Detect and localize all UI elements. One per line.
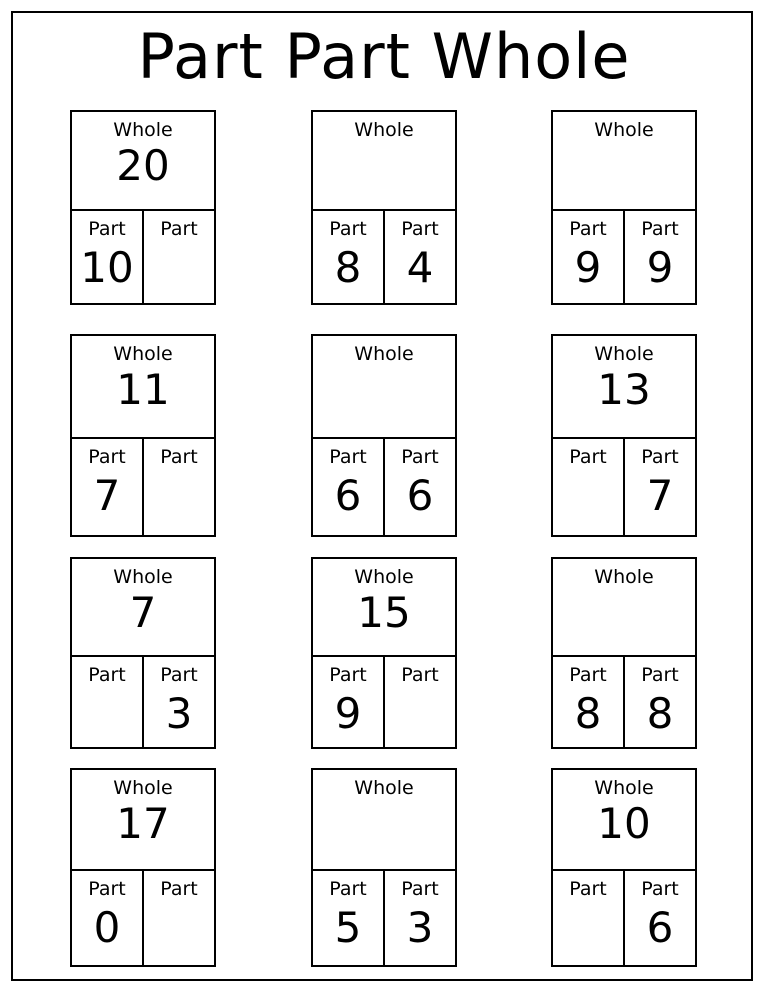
part-cell-1[interactable]	[313, 211, 383, 303]
part-value: 5	[334, 903, 362, 952]
part-label: Part	[88, 878, 126, 900]
part-cell-2[interactable]	[623, 439, 695, 535]
part-value: 7	[93, 471, 121, 520]
part-cell-1[interactable]	[72, 657, 142, 747]
parts-row	[553, 871, 695, 965]
parts-row	[553, 657, 695, 747]
whole-label: Whole	[113, 119, 173, 141]
part-cell-2[interactable]	[142, 871, 214, 965]
part-cell-1[interactable]	[553, 211, 623, 303]
part-cell-2[interactable]	[383, 657, 455, 747]
part-label: Part	[88, 446, 126, 468]
part-value: 6	[646, 903, 674, 952]
part-part-whole-box	[70, 557, 216, 749]
part-value: 8	[574, 689, 602, 738]
part-cell-2[interactable]	[383, 211, 455, 303]
part-label: Part	[401, 446, 439, 468]
whole-cell[interactable]	[553, 559, 695, 657]
part-cell-1[interactable]	[553, 657, 623, 747]
part-part-whole-box	[311, 557, 457, 749]
parts-row	[72, 439, 214, 535]
part-label: Part	[641, 664, 679, 686]
parts-row	[72, 211, 214, 303]
whole-label: Whole	[113, 566, 173, 588]
whole-cell[interactable]	[313, 112, 455, 211]
part-cell-1[interactable]	[553, 439, 623, 535]
part-value: 10	[80, 243, 134, 292]
part-label: Part	[401, 878, 439, 900]
whole-value: 10	[597, 799, 651, 848]
part-label: Part	[641, 446, 679, 468]
part-cell-2[interactable]	[142, 439, 214, 535]
part-cell-2[interactable]	[142, 657, 214, 747]
whole-cell[interactable]	[313, 336, 455, 439]
part-value: 3	[165, 689, 193, 738]
part-part-whole-box	[70, 110, 216, 305]
whole-cell[interactable]	[72, 559, 214, 657]
parts-row	[553, 439, 695, 535]
parts-row	[72, 657, 214, 747]
part-label: Part	[160, 664, 198, 686]
whole-label: Whole	[354, 777, 414, 799]
whole-cell[interactable]	[72, 336, 214, 439]
part-label: Part	[569, 218, 607, 240]
part-label: Part	[569, 878, 607, 900]
part-value: 3	[406, 903, 434, 952]
part-cell-2[interactable]	[623, 657, 695, 747]
whole-cell[interactable]	[553, 112, 695, 211]
part-part-whole-box	[70, 768, 216, 967]
whole-label: Whole	[594, 343, 654, 365]
whole-label: Whole	[594, 119, 654, 141]
parts-row	[313, 439, 455, 535]
whole-cell[interactable]	[553, 770, 695, 871]
whole-value: 7	[129, 588, 157, 637]
whole-label: Whole	[354, 119, 414, 141]
whole-label: Whole	[113, 777, 173, 799]
parts-row	[72, 871, 214, 965]
part-value: 6	[406, 471, 434, 520]
part-value: 9	[646, 243, 674, 292]
part-label: Part	[329, 664, 367, 686]
part-label: Part	[401, 218, 439, 240]
part-part-whole-box	[70, 334, 216, 537]
parts-row	[313, 657, 455, 747]
whole-value: 13	[597, 365, 651, 414]
part-cell-2[interactable]	[142, 211, 214, 303]
whole-value: 15	[357, 588, 411, 637]
parts-row	[313, 211, 455, 303]
part-label: Part	[641, 218, 679, 240]
part-label: Part	[329, 878, 367, 900]
whole-value: 11	[116, 365, 170, 414]
whole-cell[interactable]	[313, 770, 455, 871]
part-label: Part	[569, 664, 607, 686]
part-value: 7	[646, 471, 674, 520]
whole-label: Whole	[354, 566, 414, 588]
worksheet-title: Part Part Whole	[137, 20, 631, 93]
part-value: 9	[574, 243, 602, 292]
whole-value: 17	[116, 799, 170, 848]
part-cell-1[interactable]	[72, 211, 142, 303]
part-cell-1[interactable]	[72, 871, 142, 965]
part-cell-1[interactable]	[313, 657, 383, 747]
part-value: 8	[646, 689, 674, 738]
part-value: 0	[93, 903, 121, 952]
part-label: Part	[329, 218, 367, 240]
part-part-whole-box	[311, 334, 457, 537]
whole-label: Whole	[354, 343, 414, 365]
part-label: Part	[160, 218, 198, 240]
part-label: Part	[329, 446, 367, 468]
whole-label: Whole	[113, 343, 173, 365]
part-part-whole-box	[311, 110, 457, 305]
part-cell-2[interactable]	[383, 871, 455, 965]
whole-cell[interactable]	[313, 559, 455, 657]
parts-row	[553, 211, 695, 303]
whole-label: Whole	[594, 566, 654, 588]
part-part-whole-box	[551, 557, 697, 749]
part-cell-2[interactable]	[383, 439, 455, 535]
part-label: Part	[401, 664, 439, 686]
part-value: 4	[406, 243, 434, 292]
part-cell-1[interactable]	[313, 871, 383, 965]
whole-value: 20	[116, 141, 170, 190]
part-label: Part	[88, 664, 126, 686]
part-cell-2[interactable]	[623, 871, 695, 965]
part-cell-1[interactable]	[72, 439, 142, 535]
part-value: 6	[334, 471, 362, 520]
parts-row	[313, 871, 455, 965]
part-part-whole-box	[311, 768, 457, 967]
whole-cell[interactable]	[553, 336, 695, 439]
part-label: Part	[160, 446, 198, 468]
part-cell-1[interactable]	[553, 871, 623, 965]
part-cell-2[interactable]	[623, 211, 695, 303]
part-cell-1[interactable]	[313, 439, 383, 535]
whole-cell[interactable]	[72, 112, 214, 211]
part-part-whole-box	[551, 110, 697, 305]
part-label: Part	[88, 218, 126, 240]
part-value: 9	[334, 689, 362, 738]
part-label: Part	[160, 878, 198, 900]
part-part-whole-box	[551, 768, 697, 967]
part-label: Part	[641, 878, 679, 900]
part-label: Part	[569, 446, 607, 468]
whole-cell[interactable]	[72, 770, 214, 871]
part-value: 8	[334, 243, 362, 292]
whole-label: Whole	[594, 777, 654, 799]
part-part-whole-box	[551, 334, 697, 537]
